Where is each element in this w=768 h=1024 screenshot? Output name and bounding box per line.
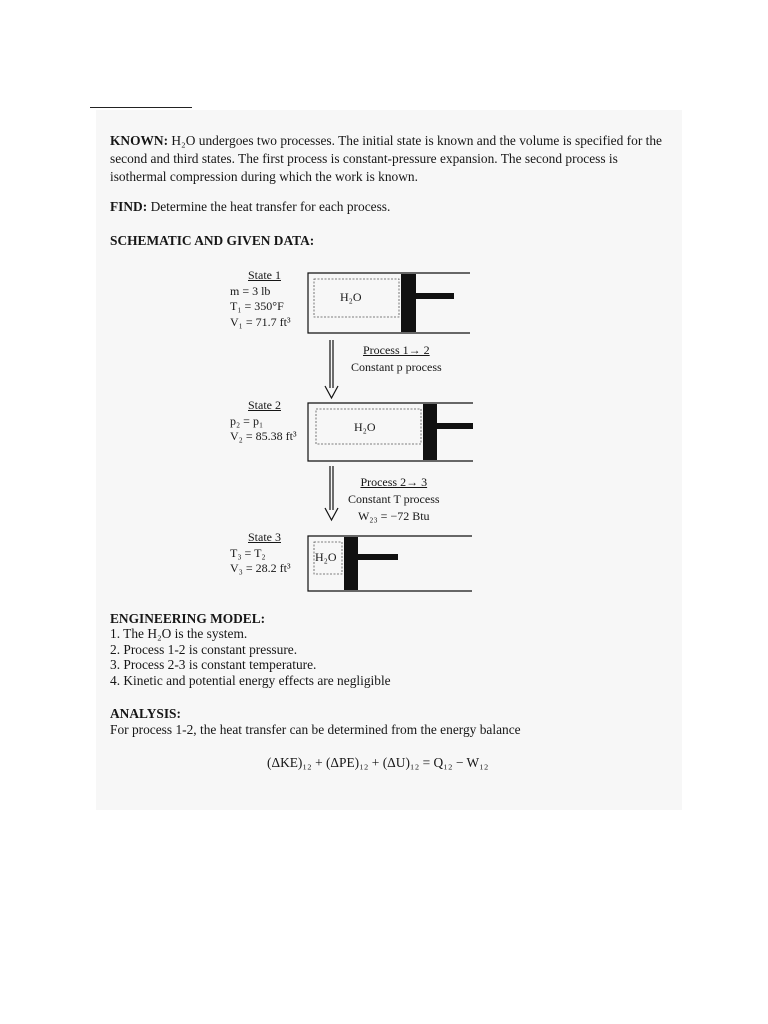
- state-2-volume: V₂ = 85.38 ft³: [230, 429, 297, 443]
- arrow-process-2-3: [325, 466, 338, 520]
- arrow-process-1-2: [325, 340, 338, 398]
- fluid-label-state-3: H₂O: [315, 550, 337, 564]
- analysis-text: For process 1-2, the heat transfer can be determined from the energy balance: [110, 722, 521, 737]
- process-2-3-work: W₂₃ = −72 Btu: [357, 509, 430, 523]
- state-3-data: [230, 530, 291, 577]
- cylinder-state-1: [308, 273, 470, 333]
- find-text: Determine the heat transfer for each process.: [150, 199, 391, 214]
- process-2-3-description: Constant T process: [348, 492, 440, 506]
- state-1-volume: V₁ = 71.7 ft³: [230, 314, 291, 329]
- schematic-heading: SCHEMATIC AND GIVEN DATA:: [110, 233, 315, 248]
- model-item-2: 2. Process 1-2 is constant pressure.: [110, 641, 298, 657]
- state-2-data: [230, 398, 297, 445]
- state-2-pressure: p₂ = p₁: [230, 413, 264, 428]
- model-item-4: 4. Kinetic and potential energy effects are negligible: [110, 672, 391, 688]
- state-1-mass: m = 3 lb: [230, 283, 271, 298]
- model-item-3: 3. Process 2-3 is constant temperature.: [110, 657, 317, 673]
- model-heading: ENGINEERING MODEL:: [110, 611, 266, 626]
- known-text: H₂O undergoes two processes. The initial state is known and the volume is specified for the second and third states. The first process is constant-pressure expansion. The second process is isothermal compression during which the work is known.: [110, 133, 662, 184]
- state-3-temperature: T₃ = T₂: [230, 545, 266, 560]
- cylinder-state-2: [308, 403, 473, 461]
- model-list: [110, 626, 391, 688]
- process-1-2-label: [351, 342, 442, 376]
- find-label: FIND:: [110, 199, 148, 214]
- process-1-2-description: Constant p process: [351, 360, 442, 374]
- state-2-title: State 2: [248, 398, 281, 412]
- model-item-1: 1. The H₂O is the system.: [110, 626, 248, 641]
- state-3-title: State 3: [248, 530, 281, 544]
- process-2-3-label: [348, 474, 440, 525]
- known-label: KNOWN:: [110, 133, 169, 148]
- state-3-volume: V₃ = 28.2 ft³: [230, 561, 291, 575]
- process-2-3-title: Process 2→ 3: [360, 475, 428, 489]
- analysis-heading: ANALYSIS:: [110, 706, 181, 721]
- state-1-temperature: T₁ = 350°F: [230, 299, 284, 313]
- energy-balance-equation: (ΔKE)₁₂ + (ΔPE)₁₂ + (ΔU)₁₂ = Q₁₂ − W₁₂: [267, 755, 489, 770]
- fluid-label-state-1: H₂O: [340, 290, 362, 304]
- fluid-label-state-2: H₂O: [354, 420, 376, 434]
- process-1-2-title: Process 1→ 2: [362, 343, 430, 357]
- state-1-data: [230, 268, 291, 330]
- state-1-title: State 1: [248, 268, 281, 282]
